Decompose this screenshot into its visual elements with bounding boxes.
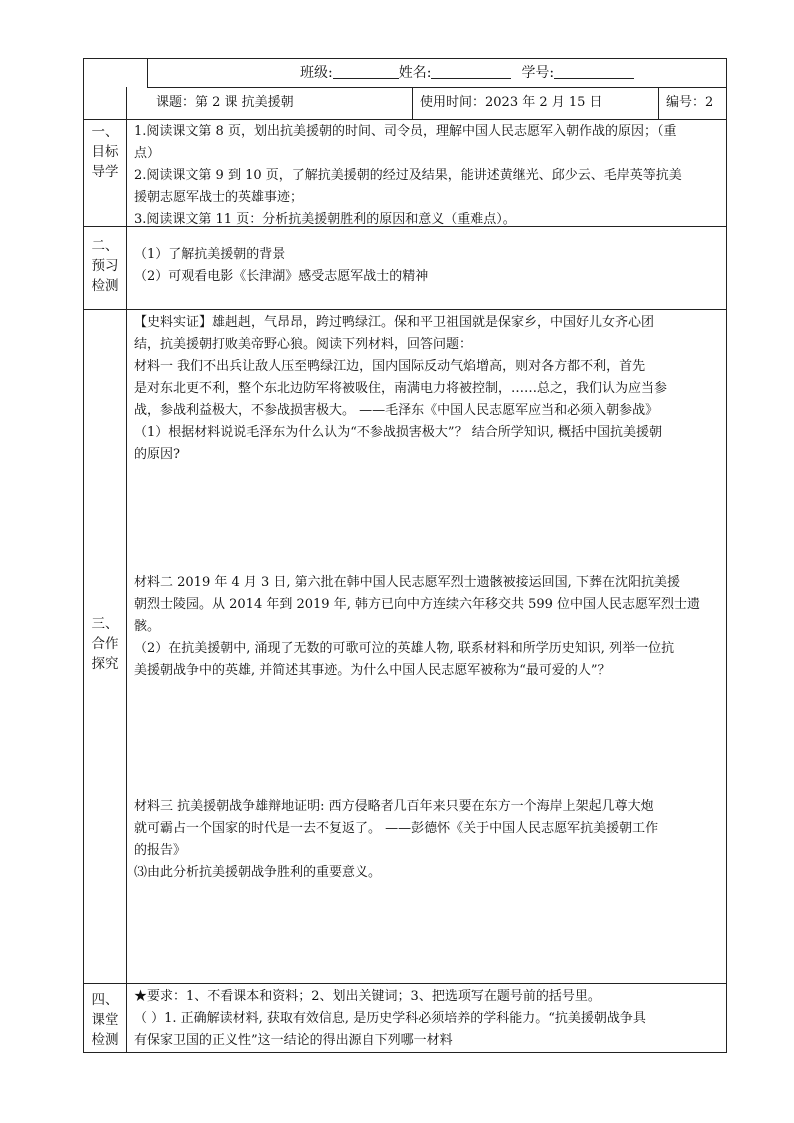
preview-content	[134, 244, 428, 288]
inquiry-line: 朝烈士陵园。从 2014 年到 2019 年, 韩方已向中方连续六年移交共 599 位中国人民志愿军烈士遗	[134, 597, 701, 612]
classcheck-question: 有保家卫国的正义性”这一结论的得出源自下列哪一材料	[134, 1033, 453, 1048]
usage-date: 使用时间：2023 年 2 月 15 日	[420, 95, 603, 110]
classcheck-requirements: ★要求：1、不看课本和资料；2、划出关键词；3、把选项写在题号前的括号里。	[134, 989, 601, 1004]
inquiry-question: 美援朝战争中的英雄, 并简述其事迹。为什么中国人民志愿军被称为“最可爱的人”？	[134, 663, 611, 678]
inquiry-question: ⑶由此分析抗美援朝战争胜利的重要意义。	[134, 865, 382, 880]
row-divider-goals	[83, 119, 727, 120]
row-divider-classcheck	[83, 983, 727, 984]
sheet-number: 编号：2	[666, 95, 714, 110]
inquiry-question: （1）根据材料说说毛泽东为什么认为“不参战损害极大”？ 结合所学知识, 概括中国抗美援朝	[134, 425, 662, 440]
goals-line: 点）	[134, 146, 161, 161]
inquiry-line: 的报告》	[134, 843, 187, 858]
id-blank[interactable]	[554, 63, 634, 79]
section-label-goals: 一、 目标 导学	[91, 124, 119, 180]
preview-line: （2）可观看电影《长津湖》感受志愿军战士的精神	[134, 269, 429, 284]
goals-line: 1.阅读课文第 8 页，划出抗美援朝的时间、司令员，理解中国人民志愿军入朝作战的原因；（重	[134, 124, 677, 139]
inquiry-line: 材料三 抗美援朝战争雄辩地证明: 西方侵略者几百年来只要在东方一个海岸上架起几尊大炮	[134, 799, 654, 814]
header-divider-time	[412, 87, 413, 119]
header-row-divider	[147, 87, 727, 88]
preview-line: （1）了解抗美援朝的背景	[134, 247, 286, 262]
inquiry-material-one	[134, 312, 667, 466]
inquiry-line: 【史料实证】雄赳赳，气昂昂，跨过鸭绿江。保和平卫祖国就是保家乡，中国好儿女齐心团	[134, 315, 655, 330]
section-label-preview: 二、 预习 检测	[91, 238, 119, 294]
goals-line: 3.阅读课文第 11 页：分析抗美援朝胜利的原因和意义（重难点）。	[134, 212, 516, 227]
header-divider-number	[658, 87, 659, 119]
section-label-inquiry: 三、 合作 探究	[91, 616, 119, 672]
header-divider-left	[147, 58, 148, 87]
inquiry-question: 的原因?	[134, 447, 180, 462]
id-label: 学号:	[521, 65, 555, 81]
student-info-row	[300, 62, 634, 84]
section-label-classcheck: 四、 课堂 检测	[91, 992, 119, 1048]
classcheck-question: （ ）1. 正确解读材料, 获取有效信息, 是历史学科必须培养的学科能力。“抗美援朝战争具	[134, 1011, 646, 1026]
inquiry-material-two	[134, 572, 700, 682]
goals-content	[134, 121, 682, 231]
section-column-divider	[126, 87, 127, 1053]
name-blank[interactable]	[431, 63, 511, 79]
lesson-title: 课题：第 2 课 抗美援朝	[156, 95, 294, 110]
classcheck-content	[134, 986, 646, 1052]
inquiry-line: 就可霸占一个国家的时代是一去不复返了。 ——彭德怀《关于中国人民志愿军抗美援朝工作	[134, 821, 659, 836]
inquiry-line: 骸。	[134, 619, 161, 634]
name-label: 姓名:	[398, 65, 432, 81]
inquiry-line: 材料二 2019 年 4 月 3 日, 第六批在韩中国人民志愿军烈士遗骸被接运回国, 下葬在沈阳抗美援	[134, 575, 680, 590]
class-blank[interactable]	[333, 63, 399, 79]
inquiry-line: 材料一 我们不出兵让敌人压至鸭绿江边，国内国际反动气焰增高，则对各方都不利，首先	[134, 359, 646, 374]
row-divider-inquiry	[83, 309, 727, 310]
inquiry-line: 结，抗美援朝打败美帝野心狼。阅读下列材料，回答问题：	[134, 337, 473, 352]
class-label: 班级:	[300, 65, 333, 81]
inquiry-line: 战，参战利益极大，不参战损害极大。 ——毛泽东《中国人民志愿军应当和必须入朝参战》	[134, 403, 659, 418]
goals-line: 2.阅读课文第 9 到 10 页，了解抗美援朝的经过及结果，能讲述黄继光、邱少云、毛岸英等抗美	[134, 168, 682, 183]
inquiry-question: （2）在抗美援朝中, 涌现了无数的可歌可泣的英雄人物, 联系材料和所学历史知识, 列举一位抗	[134, 641, 675, 656]
inquiry-material-three	[134, 796, 658, 884]
inquiry-line: 是对东北更不利，整个东北边防军将被吸住，南满电力将被控制，……总之，我们认为应当参	[134, 381, 668, 396]
goals-line: 援朝志愿军战士的英雄事迹；	[134, 190, 304, 205]
